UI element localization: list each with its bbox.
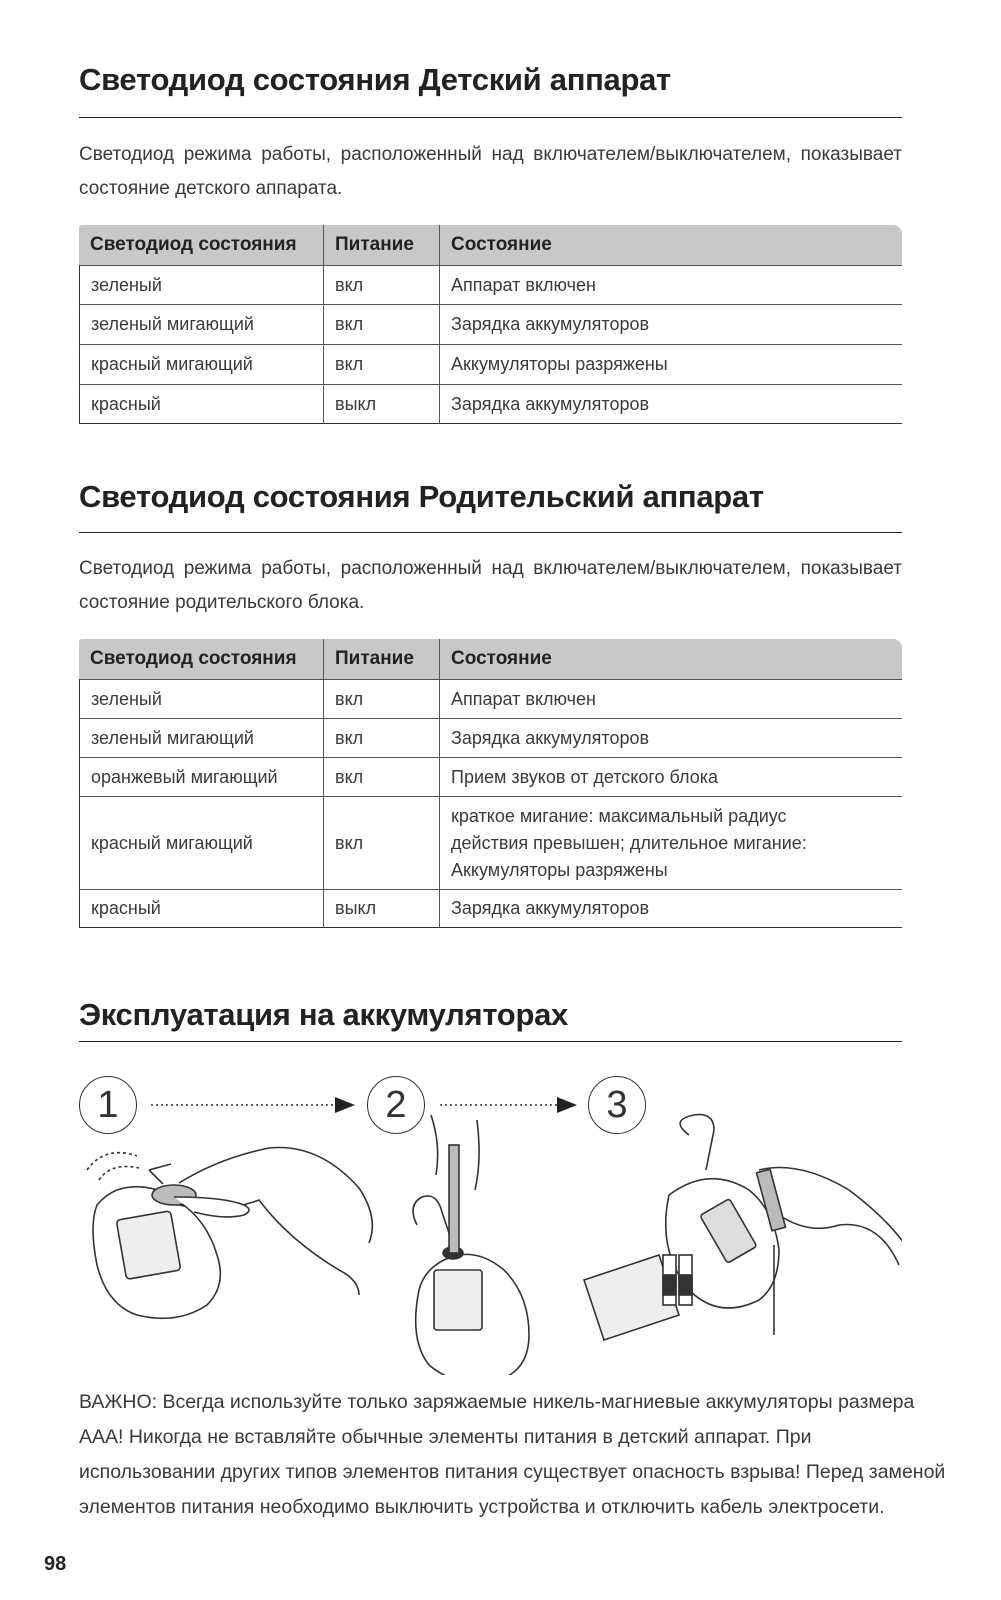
section-title: Эксплуатация на аккумуляторах	[79, 997, 568, 1032]
cell-power: вкл	[323, 344, 439, 384]
column-header-power: Питание	[323, 639, 439, 679]
divider	[79, 117, 902, 118]
cell-status: Аккумуляторы разряжены	[439, 344, 902, 384]
cell-led: зеленый мигающий	[79, 718, 323, 757]
cell-led: зеленый мигающий	[79, 304, 323, 344]
cell-power: выкл	[323, 889, 439, 928]
page-number: 98	[44, 1553, 67, 1575]
column-header-status: Состояние	[439, 225, 902, 265]
cell-power: вкл	[323, 304, 439, 344]
cell-power: вкл	[323, 757, 439, 796]
cell-status: Прием звуков от детского блока	[439, 757, 902, 796]
parent-led-table	[79, 639, 902, 928]
cell-led: оранжевый мигающий	[79, 757, 323, 796]
step-number-3: 3	[588, 1076, 646, 1134]
cell-led: красный	[79, 889, 323, 928]
section-child-led	[79, 60, 902, 424]
cell-status: Зарядка аккумуляторов	[439, 889, 902, 928]
table-header-row	[79, 225, 902, 265]
cell-power: вкл	[323, 796, 439, 889]
cell-led: зеленый	[79, 265, 323, 304]
cell-led: красный мигающий	[79, 344, 323, 384]
cell-power: вкл	[323, 265, 439, 304]
arrow-right-icon	[440, 1097, 577, 1113]
table-row	[79, 757, 902, 796]
cell-status: Аппарат включен	[439, 265, 902, 304]
cell-power: выкл	[323, 384, 439, 424]
table-row	[79, 265, 902, 304]
divider	[79, 532, 902, 533]
child-led-table	[79, 225, 902, 424]
step1-open-cover-drawing	[87, 1148, 372, 1319]
column-header-power: Питание	[323, 225, 439, 265]
section-title: Светодиод состояния Детский аппарат	[79, 62, 671, 97]
column-header-led: Светодиод состояния	[79, 225, 323, 265]
step-number-1: 1	[79, 1076, 137, 1134]
column-header-status: Состояние	[439, 639, 902, 679]
table-header-row	[79, 639, 902, 679]
important-note: ВАЖНО: Всегда используйте только заряжаемые никель-магниевые аккумуляторы размера AAA! Никогда не вставляйте обычные элементы питания в детский аппарат. При использовании других типов элементов питания существует опасность взрыва! Перед заменой элементов питания необходимо выключить устройства и отключить кабель электросети.	[79, 1391, 946, 1518]
table-row	[79, 679, 902, 718]
cell-status: Зарядка аккумуляторов	[439, 718, 902, 757]
intro-paragraph: Светодиод режима работы, расположенный над включателем/выключателем, показывает состояние родительского блока.	[79, 558, 902, 613]
table-row	[79, 304, 902, 344]
column-header-led: Светодиод состояния	[79, 639, 323, 679]
table-row	[79, 718, 902, 757]
cell-power: вкл	[323, 679, 439, 718]
steps-artwork	[79, 1075, 902, 1375]
step3-batteries-drawing	[584, 1115, 902, 1340]
table-row	[79, 384, 902, 424]
battery-steps-illustration	[79, 1075, 902, 1375]
arrow-right-icon	[151, 1097, 355, 1113]
cell-power: вкл	[323, 718, 439, 757]
cell-status: Зарядка аккумуляторов	[439, 384, 902, 424]
table-row	[79, 796, 902, 889]
cell-status: Зарядка аккумуляторов	[439, 304, 902, 344]
table-row	[79, 889, 902, 928]
step-number-2: 2	[367, 1076, 425, 1134]
step2-screwdriver-drawing	[413, 1115, 529, 1375]
cell-led: зеленый	[79, 679, 323, 718]
section-parent-led	[79, 477, 902, 928]
section-title: Светодиод состояния Родительский аппарат	[79, 479, 764, 514]
cell-status: Аппарат включен	[439, 679, 902, 718]
table-row	[79, 344, 902, 384]
cell-status: краткое мигание: максимальный радиус действия превышен; длительное мигание: Аккумуляторы разряжены	[439, 796, 902, 889]
divider	[79, 1041, 902, 1042]
cell-led: красный	[79, 384, 323, 424]
section-battery	[79, 995, 902, 1042]
cell-led: красный мигающий	[79, 796, 323, 889]
intro-paragraph: Светодиод режима работы, расположенный над включателем/выключателем, показывает состояние детского аппарата.	[79, 144, 902, 199]
